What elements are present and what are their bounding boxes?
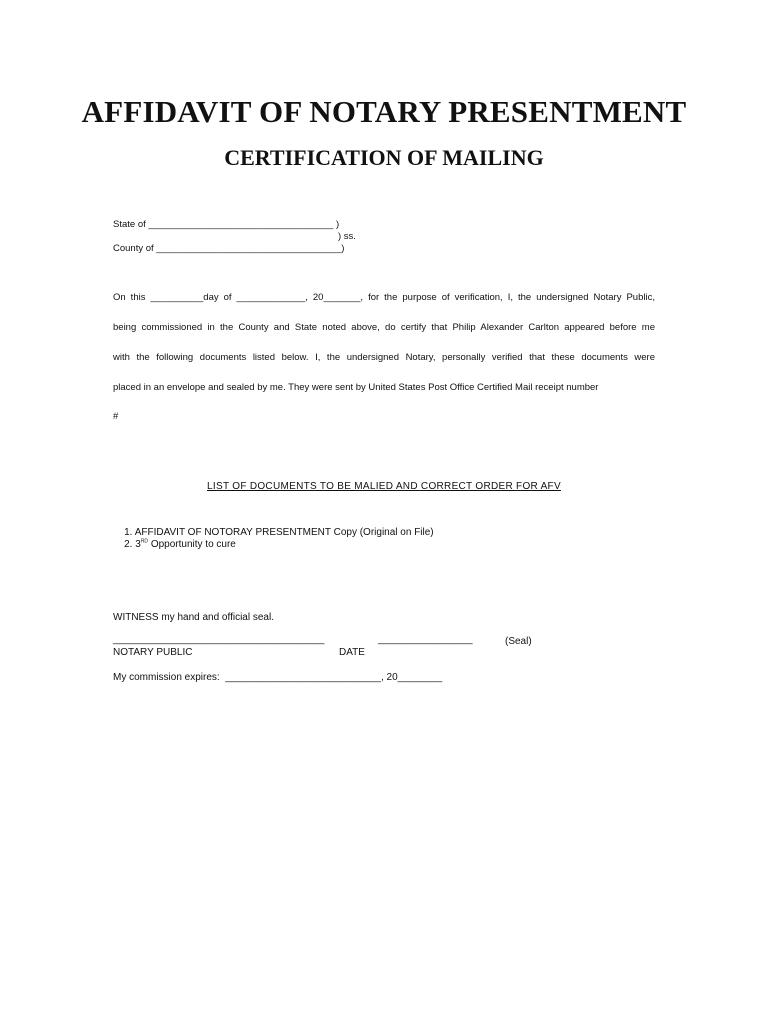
state-of-line: State of ___________________________________ ) <box>113 219 340 230</box>
body-line-2: being commissioned in the County and State noted above, do certify that Philip Alexander Carlton appeared before me <box>113 322 655 333</box>
notary-public-label: NOTARY PUBLIC <box>113 647 193 658</box>
list-item-text: 1. AFFIDAVIT OF NOTORAY PRESENTMENT Copy (Original on File) <box>124 527 434 538</box>
body-line-4: placed in an envelope and sealed by me. They were sent by United States Post Office Certified Mail receipt number <box>113 382 599 393</box>
county-of-line: County of ___________________________________) <box>113 243 345 254</box>
body-line-3: with the following documents listed below. I, the undersigned Notary, personally verified that these documents were <box>113 352 655 363</box>
seal-label: (Seal) <box>505 636 532 647</box>
date-line: _________________ <box>378 634 473 645</box>
notary-signature-line: ______________________________________ <box>113 634 325 645</box>
list-item-suffix: Opportunity to cure <box>148 539 236 550</box>
witness-statement: WITNESS my hand and official seal. <box>113 612 274 623</box>
commission-label: My commission expires: <box>113 672 220 683</box>
ss-line: ) ss. <box>338 231 356 242</box>
document-subtitle: CERTIFICATION OF MAILING <box>224 145 544 170</box>
list-item-prefix: 2. 3 <box>124 539 141 550</box>
document-list-heading: LIST OF DOCUMENTS TO BE MALIED AND CORRECT ORDER FOR AFV <box>207 481 561 492</box>
date-label: DATE <box>339 647 365 658</box>
receipt-number-hash: # <box>113 411 119 422</box>
list-item-superscript: RD <box>140 538 149 545</box>
list-item <box>113 528 236 561</box>
commission-expires <box>113 672 442 683</box>
document-title: AFFIDAVIT OF NOTARY PRESENTMENT <box>81 94 687 129</box>
body-line-1: On this __________day of _____________, 20_______, for the purpose of verification, I, the undersigned Notary Public, <box>113 292 655 303</box>
commission-blank: ____________________________, 20________ <box>225 672 443 683</box>
